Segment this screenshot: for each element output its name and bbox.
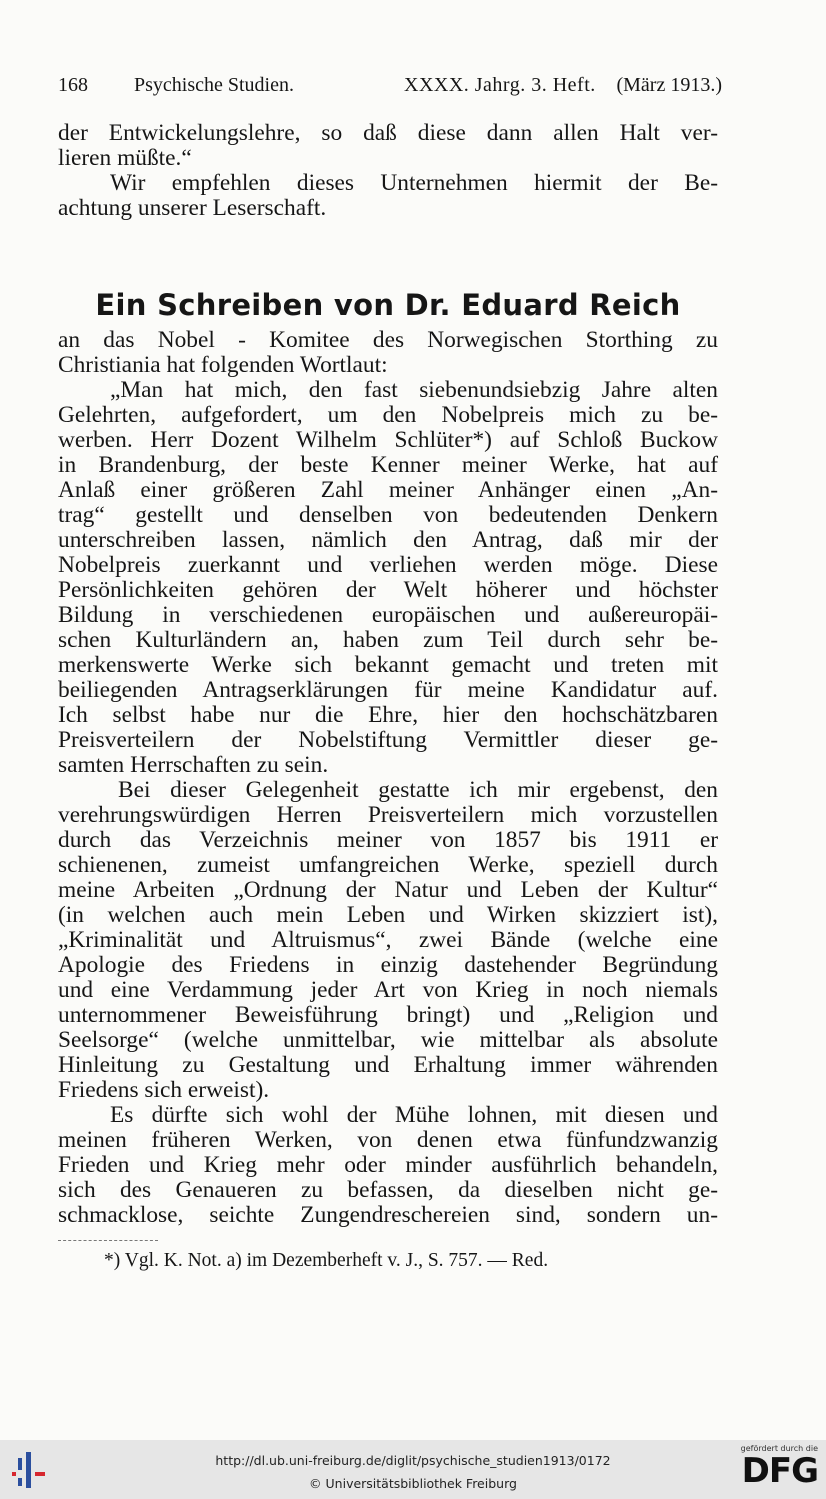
text-line: und eine Verdammung jeder Art von Krieg in noch niemals <box>58 977 718 1003</box>
text-line: Bildung in verschiedenen europäischen und außereuropäi- <box>58 602 718 628</box>
text-line: Christiania hat folgenden Wortlaut: <box>58 352 388 378</box>
article-heading: Ein Schreiben von Dr. Eduard Reich <box>95 288 681 322</box>
issue-date: (März 1913.) <box>616 74 722 96</box>
text-line: „Man hat mich, den fast siebenundsiebzig Jahre alten <box>110 377 718 403</box>
copyright-notice: © Universitätsbibliothek Freiburg <box>309 1476 517 1491</box>
volume-issue: XXXX. Jahrg. 3. Heft. <box>404 74 596 96</box>
text-line: „Kriminalität und Altruismus“, zwei Bände (welche eine <box>58 927 718 953</box>
dfg-caption: gefördert durch die <box>740 1444 818 1453</box>
text-line: an das Nobel - Komitee des Norwegischen Storthing zu <box>58 327 718 353</box>
text-line: der Entwickelungslehre, so daß diese dann allen Halt ver- <box>58 120 718 146</box>
text-line: Friedens sich erweist). <box>58 1077 270 1103</box>
text-line: sich des Genaueren zu befassen, da dieselben nicht ge- <box>58 1177 718 1203</box>
text-line: merkenswerte Werke sich bekannt gemacht und treten mit <box>58 652 718 678</box>
text-line: werben. Herr Dozent Wilhelm Schlüter*) auf Schloß Buckow <box>58 427 718 453</box>
text-line: lieren müßte.“ <box>58 145 192 171</box>
running-header <box>58 74 722 104</box>
dfg-wordmark: DFG <box>741 1451 818 1491</box>
text-line: achtung unserer Leserschaft. <box>58 195 327 221</box>
viewer-footer <box>0 1440 826 1499</box>
text-line: verehrungswürdigen Herren Preisverteilern mich vorzustellen <box>58 802 718 828</box>
text-line: schienenen, zumeist umfangreichen Werke, speziell durch <box>58 852 718 878</box>
journal-title: Psychische Studien. <box>134 74 294 96</box>
text-line: Ich selbst habe nur die Ehre, hier den hochschätzbaren <box>58 702 718 728</box>
text-line: unterschreiben lassen, nämlich den Antrag, daß mir der <box>58 527 718 553</box>
text-line: in Brandenburg, der beste Kenner meiner Werke, hat auf <box>58 452 718 478</box>
text-line: samten Herrschaften zu sein. <box>58 752 329 778</box>
text-line: schen Kulturländern an, haben zum Teil durch sehr be- <box>58 627 718 653</box>
text-line: Apologie des Friedens in einzig dastehender Begründung <box>58 952 718 978</box>
footnote-divider <box>58 1240 158 1241</box>
text-line: durch das Verzeichnis meiner von 1857 bis 1911 er <box>58 827 718 853</box>
text-line: Frieden und Krieg mehr oder minder ausführlich behandeln, <box>58 1152 718 1178</box>
text-line: Wir empfehlen dieses Unternehmen hiermit der Be- <box>110 170 718 196</box>
text-line: Gelehrten, aufgefordert, um den Nobelpreis mich zu be- <box>58 402 718 428</box>
text-line: Hinleitung zu Gestaltung und Erhaltung immer währenden <box>58 1052 718 1078</box>
text-line: Seelsorge“ (welche unmittelbar, wie mittelbar als absolute <box>58 1027 718 1053</box>
text-line: Nobelpreis zuerkannt und verliehen werden möge. Diese <box>58 552 718 578</box>
text-line: Es dürfte sich wohl der Mühe lohnen, mit diesen und <box>110 1102 718 1128</box>
text-line: Persönlichkeiten gehören der Welt höherer und höchster <box>58 577 718 603</box>
intro-paragraph <box>58 121 718 221</box>
text-line: meinen früheren Werken, von denen etwa fünfundzwanzig <box>58 1127 718 1153</box>
text-line: meine Arbeiten „Ordnung der Natur und Leben der Kultur“ <box>58 877 718 903</box>
text-line: beiliegenden Antragserklärungen für meine Kandidatur auf. <box>58 677 718 703</box>
footnote: *) Vgl. K. Not. a) im Dezemberheft v. J., S. 757. — Red. <box>104 1250 549 1271</box>
article-body <box>58 328 718 1228</box>
text-line: trag“ gestellt und denselben von bedeutenden Denkern <box>58 502 718 528</box>
text-line: unternommener Beweisführung bringt) und „Religion und <box>58 1002 718 1028</box>
page-number: 168 <box>58 74 88 96</box>
dfg-logo <box>726 1444 818 1496</box>
text-line: Preisverteilern der Nobelstiftung Vermittler dieser ge- <box>58 727 718 753</box>
permalink-url[interactable]: http://dl.ub.uni-freiburg.de/diglit/psychische_studien1913/0172 <box>215 1453 611 1468</box>
text-line: (in welchen auch mein Leben und Wirken skizziert ist), <box>58 902 718 928</box>
text-line: schmacklose, seichte Zungendreschereien sind, sondern un- <box>58 1202 718 1228</box>
text-line: Anlaß einer größeren Zahl meiner Anhänger einen „An- <box>58 477 718 503</box>
text-line: Bei dieser Gelegenheit gestatte ich mir ergebenst, den <box>118 777 718 803</box>
